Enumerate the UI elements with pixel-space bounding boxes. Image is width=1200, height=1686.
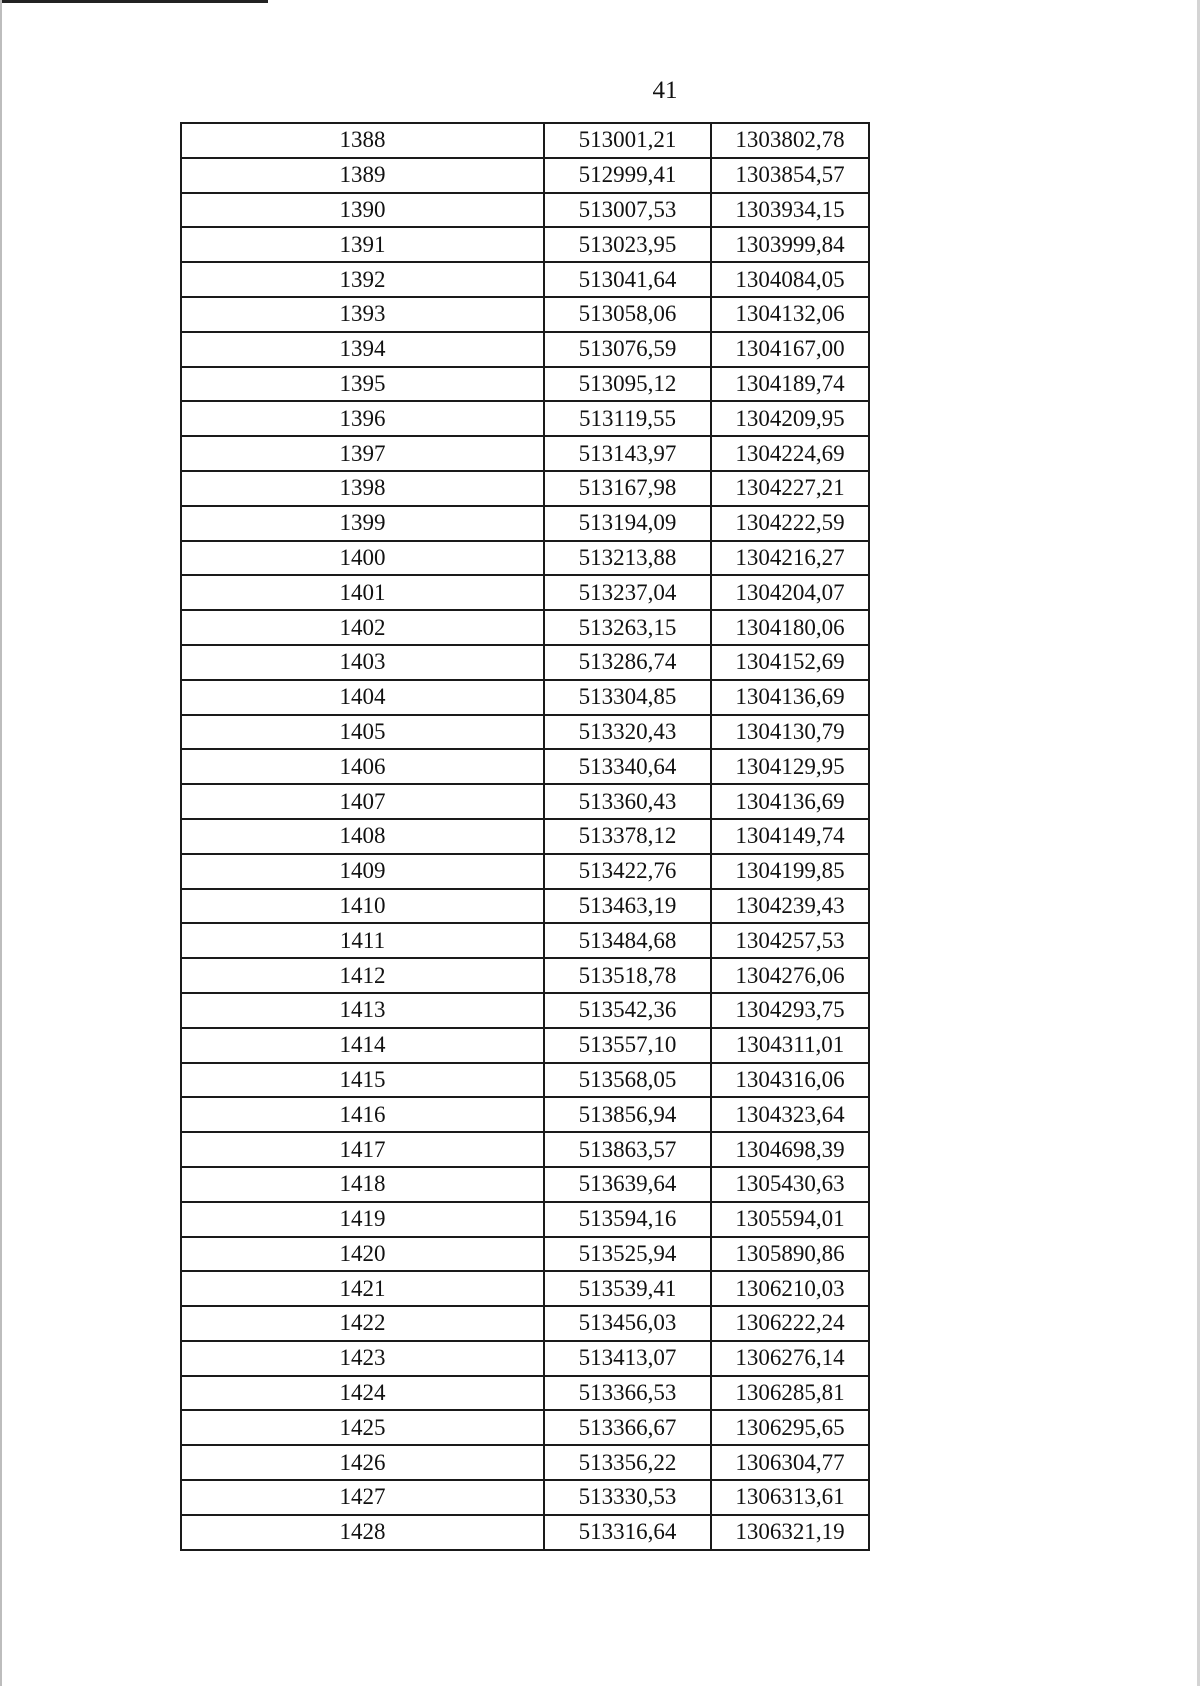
point-number-cell: 1427 bbox=[181, 1480, 544, 1515]
x-coordinate-cell: 513237,04 bbox=[544, 575, 711, 610]
point-number-cell: 1423 bbox=[181, 1341, 544, 1376]
x-coordinate-cell: 513456,03 bbox=[544, 1306, 711, 1341]
point-number-cell: 1391 bbox=[181, 227, 544, 262]
point-number-cell: 1407 bbox=[181, 784, 544, 819]
x-coordinate-cell: 513594,16 bbox=[544, 1202, 711, 1237]
y-coordinate-cell: 1304180,06 bbox=[711, 610, 869, 645]
x-coordinate-cell: 513304,85 bbox=[544, 680, 711, 715]
table-row bbox=[181, 680, 869, 715]
x-coordinate-cell: 513356,22 bbox=[544, 1445, 711, 1480]
x-coordinate-cell: 513366,53 bbox=[544, 1376, 711, 1411]
x-coordinate-cell: 513484,68 bbox=[544, 923, 711, 958]
y-coordinate-cell: 1304698,39 bbox=[711, 1132, 869, 1167]
point-number-cell: 1422 bbox=[181, 1306, 544, 1341]
x-coordinate-cell: 513360,43 bbox=[544, 784, 711, 819]
x-coordinate-cell: 513143,97 bbox=[544, 436, 711, 471]
x-coordinate-cell: 513557,10 bbox=[544, 1028, 711, 1063]
y-coordinate-cell: 1304130,79 bbox=[711, 715, 869, 750]
y-coordinate-cell: 1303854,57 bbox=[711, 158, 869, 193]
table-row bbox=[181, 958, 869, 993]
table-row bbox=[181, 610, 869, 645]
scan-top-rule bbox=[0, 0, 268, 3]
table-row bbox=[181, 158, 869, 193]
point-number-cell: 1418 bbox=[181, 1167, 544, 1202]
y-coordinate-cell: 1303999,84 bbox=[711, 227, 869, 262]
y-coordinate-cell: 1304136,69 bbox=[711, 784, 869, 819]
table-row bbox=[181, 1445, 869, 1480]
y-coordinate-cell: 1303934,15 bbox=[711, 193, 869, 228]
y-coordinate-cell: 1306313,61 bbox=[711, 1480, 869, 1515]
point-number-cell: 1419 bbox=[181, 1202, 544, 1237]
table-row bbox=[181, 1480, 869, 1515]
table-row bbox=[181, 332, 869, 367]
table-row bbox=[181, 1132, 869, 1167]
x-coordinate-cell: 513525,94 bbox=[544, 1237, 711, 1272]
x-coordinate-cell: 512999,41 bbox=[544, 158, 711, 193]
x-coordinate-cell: 513095,12 bbox=[544, 367, 711, 402]
point-number-cell: 1411 bbox=[181, 923, 544, 958]
table-row bbox=[181, 1237, 869, 1272]
point-number-cell: 1388 bbox=[181, 123, 544, 158]
table-row bbox=[181, 1271, 869, 1306]
table-row bbox=[181, 819, 869, 854]
point-number-cell: 1412 bbox=[181, 958, 544, 993]
x-coordinate-cell: 513023,95 bbox=[544, 227, 711, 262]
point-number-cell: 1424 bbox=[181, 1376, 544, 1411]
y-coordinate-cell: 1304257,53 bbox=[711, 923, 869, 958]
x-coordinate-cell: 513213,88 bbox=[544, 541, 711, 576]
y-coordinate-cell: 1304132,06 bbox=[711, 297, 869, 332]
y-coordinate-cell: 1306295,65 bbox=[711, 1410, 869, 1445]
table-row bbox=[181, 784, 869, 819]
table-row bbox=[181, 1341, 869, 1376]
x-coordinate-cell: 513041,64 bbox=[544, 262, 711, 297]
x-coordinate-cell: 513856,94 bbox=[544, 1097, 711, 1132]
point-number-cell: 1393 bbox=[181, 297, 544, 332]
y-coordinate-cell: 1304149,74 bbox=[711, 819, 869, 854]
table-row bbox=[181, 1063, 869, 1098]
table-row bbox=[181, 1376, 869, 1411]
table-row bbox=[181, 923, 869, 958]
x-coordinate-cell: 513007,53 bbox=[544, 193, 711, 228]
y-coordinate-cell: 1306304,77 bbox=[711, 1445, 869, 1480]
point-number-cell: 1404 bbox=[181, 680, 544, 715]
table-row bbox=[181, 541, 869, 576]
scan-left-edge bbox=[0, 0, 2, 1686]
y-coordinate-cell: 1304167,00 bbox=[711, 332, 869, 367]
point-number-cell: 1398 bbox=[181, 471, 544, 506]
y-coordinate-cell: 1305594,01 bbox=[711, 1202, 869, 1237]
table-row bbox=[181, 297, 869, 332]
table-row bbox=[181, 1202, 869, 1237]
coordinates-table bbox=[180, 122, 870, 1551]
point-number-cell: 1400 bbox=[181, 541, 544, 576]
point-number-cell: 1425 bbox=[181, 1410, 544, 1445]
y-coordinate-cell: 1304316,06 bbox=[711, 1063, 869, 1098]
table-row bbox=[181, 436, 869, 471]
table-row bbox=[181, 1167, 869, 1202]
table-row bbox=[181, 506, 869, 541]
point-number-cell: 1426 bbox=[181, 1445, 544, 1480]
coordinates-table-body bbox=[181, 123, 869, 1550]
table-row bbox=[181, 993, 869, 1028]
y-coordinate-cell: 1304216,27 bbox=[711, 541, 869, 576]
y-coordinate-cell: 1304222,59 bbox=[711, 506, 869, 541]
table-row bbox=[181, 471, 869, 506]
table-row bbox=[181, 889, 869, 924]
x-coordinate-cell: 513422,76 bbox=[544, 854, 711, 889]
table-row bbox=[181, 1028, 869, 1063]
x-coordinate-cell: 513320,43 bbox=[544, 715, 711, 750]
x-coordinate-cell: 513366,67 bbox=[544, 1410, 711, 1445]
y-coordinate-cell: 1304224,69 bbox=[711, 436, 869, 471]
point-number-cell: 1410 bbox=[181, 889, 544, 924]
table-row bbox=[181, 123, 869, 158]
point-number-cell: 1394 bbox=[181, 332, 544, 367]
y-coordinate-cell: 1304276,06 bbox=[711, 958, 869, 993]
x-coordinate-cell: 513263,15 bbox=[544, 610, 711, 645]
y-coordinate-cell: 1306222,24 bbox=[711, 1306, 869, 1341]
y-coordinate-cell: 1304227,21 bbox=[711, 471, 869, 506]
x-coordinate-cell: 513378,12 bbox=[544, 819, 711, 854]
table-row bbox=[181, 1306, 869, 1341]
y-coordinate-cell: 1304199,85 bbox=[711, 854, 869, 889]
point-number-cell: 1396 bbox=[181, 401, 544, 436]
x-coordinate-cell: 513194,09 bbox=[544, 506, 711, 541]
y-coordinate-cell: 1304239,43 bbox=[711, 889, 869, 924]
x-coordinate-cell: 513639,64 bbox=[544, 1167, 711, 1202]
y-coordinate-cell: 1306321,19 bbox=[711, 1515, 869, 1550]
x-coordinate-cell: 513316,64 bbox=[544, 1515, 711, 1550]
y-coordinate-cell: 1305430,63 bbox=[711, 1167, 869, 1202]
y-coordinate-cell: 1304152,69 bbox=[711, 645, 869, 680]
y-coordinate-cell: 1304311,01 bbox=[711, 1028, 869, 1063]
point-number-cell: 1392 bbox=[181, 262, 544, 297]
table-row bbox=[181, 401, 869, 436]
point-number-cell: 1395 bbox=[181, 367, 544, 402]
table-row bbox=[181, 367, 869, 402]
point-number-cell: 1421 bbox=[181, 1271, 544, 1306]
y-coordinate-cell: 1304189,74 bbox=[711, 367, 869, 402]
y-coordinate-cell: 1303802,78 bbox=[711, 123, 869, 158]
y-coordinate-cell: 1306210,03 bbox=[711, 1271, 869, 1306]
point-number-cell: 1406 bbox=[181, 749, 544, 784]
y-coordinate-cell: 1304129,95 bbox=[711, 749, 869, 784]
table-row bbox=[181, 1410, 869, 1445]
point-number-cell: 1409 bbox=[181, 854, 544, 889]
table-row bbox=[181, 1515, 869, 1550]
x-coordinate-cell: 513413,07 bbox=[544, 1341, 711, 1376]
table-row bbox=[181, 645, 869, 680]
y-coordinate-cell: 1304204,07 bbox=[711, 575, 869, 610]
x-coordinate-cell: 513539,41 bbox=[544, 1271, 711, 1306]
page-number: 41 bbox=[652, 77, 678, 104]
table-row bbox=[181, 1097, 869, 1132]
y-coordinate-cell: 1304323,64 bbox=[711, 1097, 869, 1132]
y-coordinate-cell: 1305890,86 bbox=[711, 1237, 869, 1272]
x-coordinate-cell: 513463,19 bbox=[544, 889, 711, 924]
y-coordinate-cell: 1306276,14 bbox=[711, 1341, 869, 1376]
point-number-cell: 1414 bbox=[181, 1028, 544, 1063]
y-coordinate-cell: 1306285,81 bbox=[711, 1376, 869, 1411]
point-number-cell: 1417 bbox=[181, 1132, 544, 1167]
x-coordinate-cell: 513076,59 bbox=[544, 332, 711, 367]
y-coordinate-cell: 1304209,95 bbox=[711, 401, 869, 436]
y-coordinate-cell: 1304293,75 bbox=[711, 993, 869, 1028]
x-coordinate-cell: 513340,64 bbox=[544, 749, 711, 784]
x-coordinate-cell: 513330,53 bbox=[544, 1480, 711, 1515]
x-coordinate-cell: 513058,06 bbox=[544, 297, 711, 332]
point-number-cell: 1405 bbox=[181, 715, 544, 750]
point-number-cell: 1401 bbox=[181, 575, 544, 610]
point-number-cell: 1408 bbox=[181, 819, 544, 854]
point-number-cell: 1428 bbox=[181, 1515, 544, 1550]
table-row bbox=[181, 262, 869, 297]
point-number-cell: 1399 bbox=[181, 506, 544, 541]
table-row bbox=[181, 575, 869, 610]
table-row bbox=[181, 193, 869, 228]
table-row bbox=[181, 749, 869, 784]
point-number-cell: 1415 bbox=[181, 1063, 544, 1098]
x-coordinate-cell: 513119,55 bbox=[544, 401, 711, 436]
point-number-cell: 1420 bbox=[181, 1237, 544, 1272]
point-number-cell: 1403 bbox=[181, 645, 544, 680]
point-number-cell: 1389 bbox=[181, 158, 544, 193]
table-row bbox=[181, 715, 869, 750]
point-number-cell: 1402 bbox=[181, 610, 544, 645]
x-coordinate-cell: 513518,78 bbox=[544, 958, 711, 993]
x-coordinate-cell: 513863,57 bbox=[544, 1132, 711, 1167]
point-number-cell: 1390 bbox=[181, 193, 544, 228]
x-coordinate-cell: 513286,74 bbox=[544, 645, 711, 680]
x-coordinate-cell: 513167,98 bbox=[544, 471, 711, 506]
table-row bbox=[181, 854, 869, 889]
point-number-cell: 1413 bbox=[181, 993, 544, 1028]
point-number-cell: 1416 bbox=[181, 1097, 544, 1132]
point-number-cell: 1397 bbox=[181, 436, 544, 471]
x-coordinate-cell: 513568,05 bbox=[544, 1063, 711, 1098]
y-coordinate-cell: 1304136,69 bbox=[711, 680, 869, 715]
x-coordinate-cell: 513542,36 bbox=[544, 993, 711, 1028]
table-row bbox=[181, 227, 869, 262]
y-coordinate-cell: 1304084,05 bbox=[711, 262, 869, 297]
x-coordinate-cell: 513001,21 bbox=[544, 123, 711, 158]
